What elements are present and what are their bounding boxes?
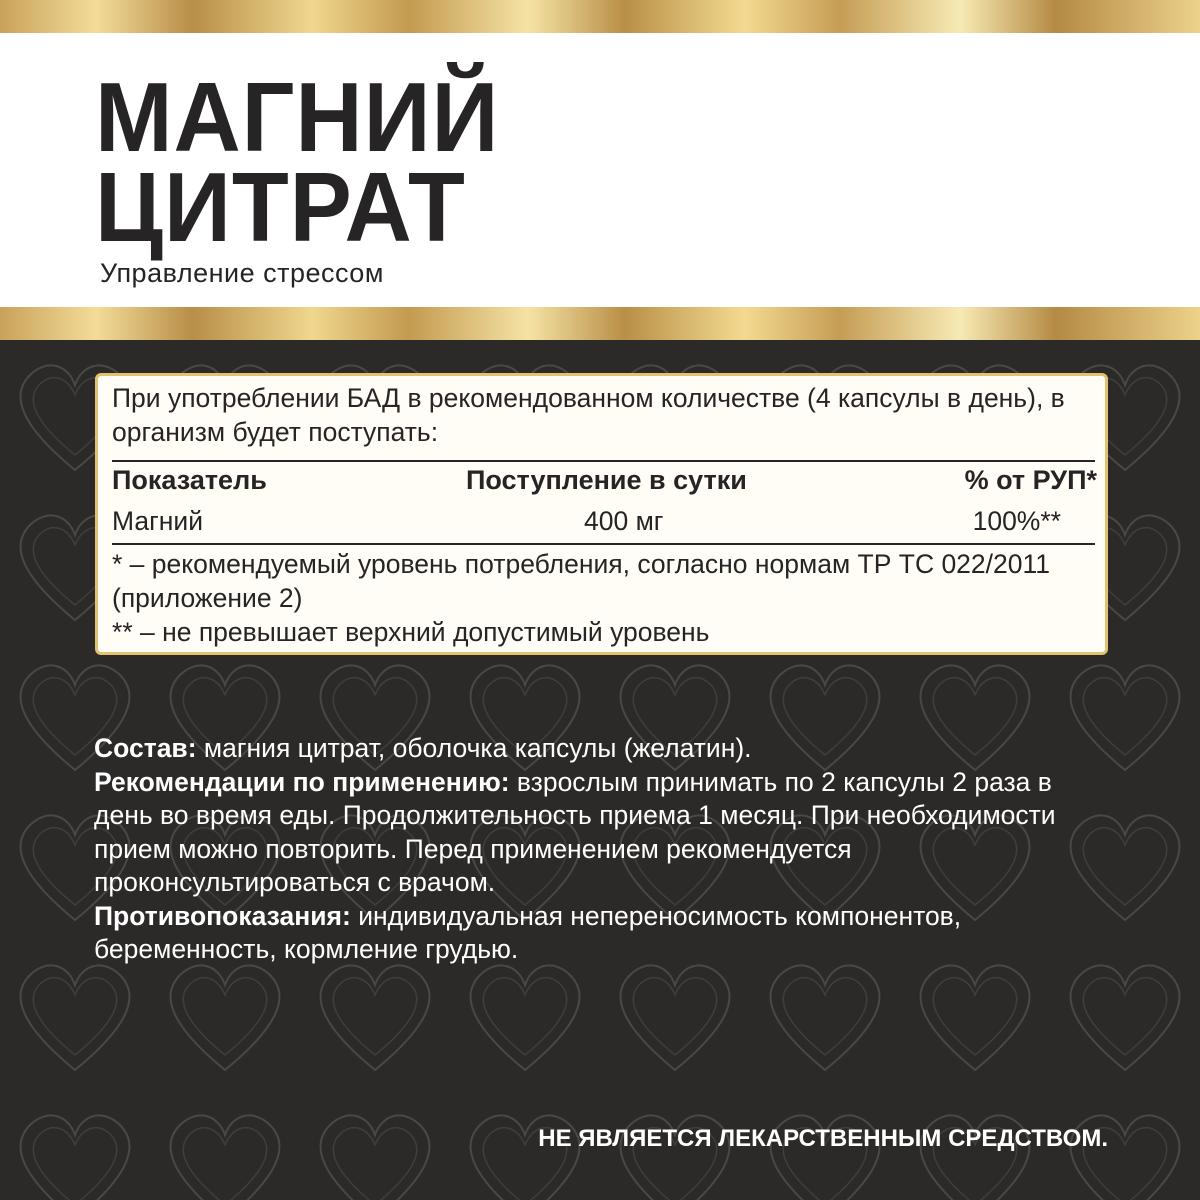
gold-band-middle	[0, 307, 1200, 340]
table-cell-percent: 100%**	[972, 506, 1061, 536]
table-divider	[112, 460, 1095, 462]
product-title-line2: ЦИТРАТ	[95, 152, 466, 262]
gold-band-top	[0, 0, 1200, 33]
composition-paragraph	[94, 732, 1114, 766]
usage-text: взрослым принимать по 2 капсулы 2 раза в день во время еды. Продолжительность приема 1 месяц. При необходимости прием можно повторить. Перед применением рекомендуется проконсультироваться с врачом.	[94, 766, 1056, 897]
table-cell-indicator: Магний	[112, 506, 204, 536]
composition-text: магния цитрат, оболочка капсулы (желатин).	[196, 733, 752, 763]
product-description	[94, 732, 1114, 967]
column-header-daily-intake: Поступление в сутки	[466, 465, 747, 495]
product-subtitle: Управление стрессом	[100, 258, 384, 288]
nutrition-info-box	[95, 373, 1108, 655]
contraindications-text: индивидуальная непереносимость компонентов, беременность, кормление грудью.	[94, 900, 962, 964]
table-cell-daily-intake: 400 мг	[584, 506, 664, 536]
footnote-1: * – рекомендуемый уровень потребления, согласно нормам ТР ТС 022/2011 (приложение 2)	[112, 549, 1051, 613]
table-divider	[112, 543, 1095, 545]
intake-intro: При употреблении БАД в рекомендованном количестве (4 капсулы в день), в организм будет поступать:	[112, 383, 1065, 447]
footnote-2: ** – не превышает верхний допустимый уровень	[112, 617, 710, 647]
footnotes	[112, 547, 1092, 649]
usage-label: Рекомендации по применению:	[94, 766, 510, 797]
disclaimer: НЕ ЯВЛЯЕТСЯ ЛЕКАРСТВЕННЫМ СРЕДСТВОМ.	[538, 1125, 1108, 1152]
usage-paragraph	[94, 766, 1114, 900]
composition-label: Состав:	[94, 733, 197, 763]
column-header-percent-rup: % от РУП*	[964, 465, 1097, 495]
product-title-line1: МАГНИЙ	[95, 62, 500, 172]
contraindications-label: Противопоказания:	[94, 900, 351, 931]
column-header-indicator: Показатель	[112, 465, 267, 495]
contraindications-paragraph	[94, 900, 1114, 967]
